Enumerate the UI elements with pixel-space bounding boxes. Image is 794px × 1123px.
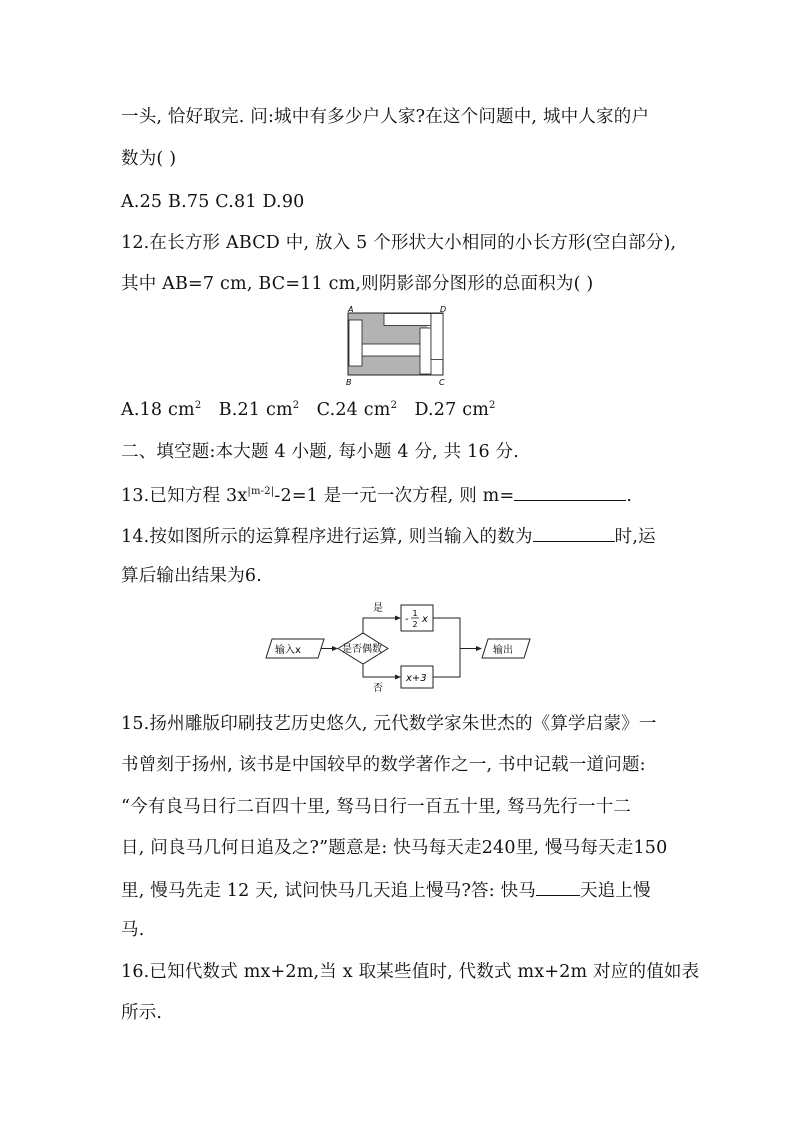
q14-line2: 算后输出结果为6.	[121, 566, 262, 586]
label-d: D	[440, 305, 447, 314]
flow-input-label: 输入x	[275, 645, 301, 656]
q12-option-d: D.27 cm	[414, 400, 490, 420]
q15-line3: “今有良马日行二百四十里, 驽马日行一百五十里, 驽马先行一十二	[121, 797, 632, 817]
q15-line4: 日, 问良马几何日追及之?”题意是: 快马每天走240里, 慢马每天走150	[121, 838, 668, 858]
label-c: C	[439, 378, 445, 387]
label-b: B	[346, 378, 352, 387]
svg-text:1: 1	[412, 609, 418, 618]
q15-line1: 15.扬州雕版印刷技艺历史悠久, 元代数学家朱世杰的《算学启蒙》一	[121, 714, 657, 734]
q16-line1: 16.已知代数式 mx+2m,当 x 取某些值时, 代数式 mx+2m 对应的值如表	[121, 962, 700, 982]
section-heading: 二、填空题:本大题 4 小题, 每小题 4 分, 共 16 分.	[121, 442, 520, 462]
flowchart	[262, 600, 532, 695]
q14-line1: 14.按如图所示的运算程序进行运算, 则当输入的数为 时,运	[121, 523, 656, 549]
q15-blank[interactable]	[536, 877, 580, 896]
q16-line2: 所示.	[121, 1003, 163, 1023]
q11-options: A.25 B.75 C.81 D.90	[121, 192, 305, 212]
svg-text:-: -	[405, 614, 409, 625]
q15-line5: 里, 慢马先走 12 天, 试问快马几天追上慢马?答: 快马 天追上慢	[121, 877, 651, 903]
q12-option-b: B.21 cm	[218, 400, 293, 420]
q14-blank[interactable]	[533, 523, 615, 542]
q15-line6: 马.	[121, 920, 145, 940]
flow-decision-label: 是否偶数	[342, 644, 382, 655]
q12-line2: 其中 AB=7 cm, BC=11 cm,则阴影部分图形的总面积为( )	[121, 274, 594, 294]
rectangle-figure	[340, 303, 455, 389]
svg-text:2: 2	[412, 620, 418, 629]
q11-line2: 数为( )	[121, 149, 177, 169]
q12-line1: 12.在长方形 ABCD 中, 放入 5 个形状大小相同的小长方形(空白部分),	[121, 233, 677, 253]
svg-text:x: x	[422, 614, 428, 625]
q13-exponent: |m-2|	[247, 486, 275, 498]
label-a: A	[348, 305, 354, 314]
q12-options: A.18 $cm^2$ B.21 $cm^2$ C.24 $cm^2$ D.27 $cm^2$	[121, 400, 496, 420]
flow-output-label: 输出	[493, 645, 513, 656]
flow-yes-label: 是	[373, 603, 383, 614]
q12-option-c: C.24 cm	[316, 400, 391, 420]
q13-blank[interactable]	[514, 482, 626, 501]
q13-line: 13.已知方程 $3x^{|m-2|}-2=1$ 是一元一次方程, 则 m= .	[121, 482, 632, 508]
flow-no-op: x+3	[406, 673, 427, 684]
q11-line1: 一头, 恰好取完. 问:城中有多少户人家?在这个问题中, 城中人家的户	[121, 107, 650, 127]
q12-option-a: A.18 cm	[121, 400, 195, 420]
q15-line2: 书曾刻于扬州, 该书是中国较早的数学著作之一, 书中记载一道问题:	[121, 755, 646, 775]
flow-no-label: 否	[373, 683, 383, 694]
